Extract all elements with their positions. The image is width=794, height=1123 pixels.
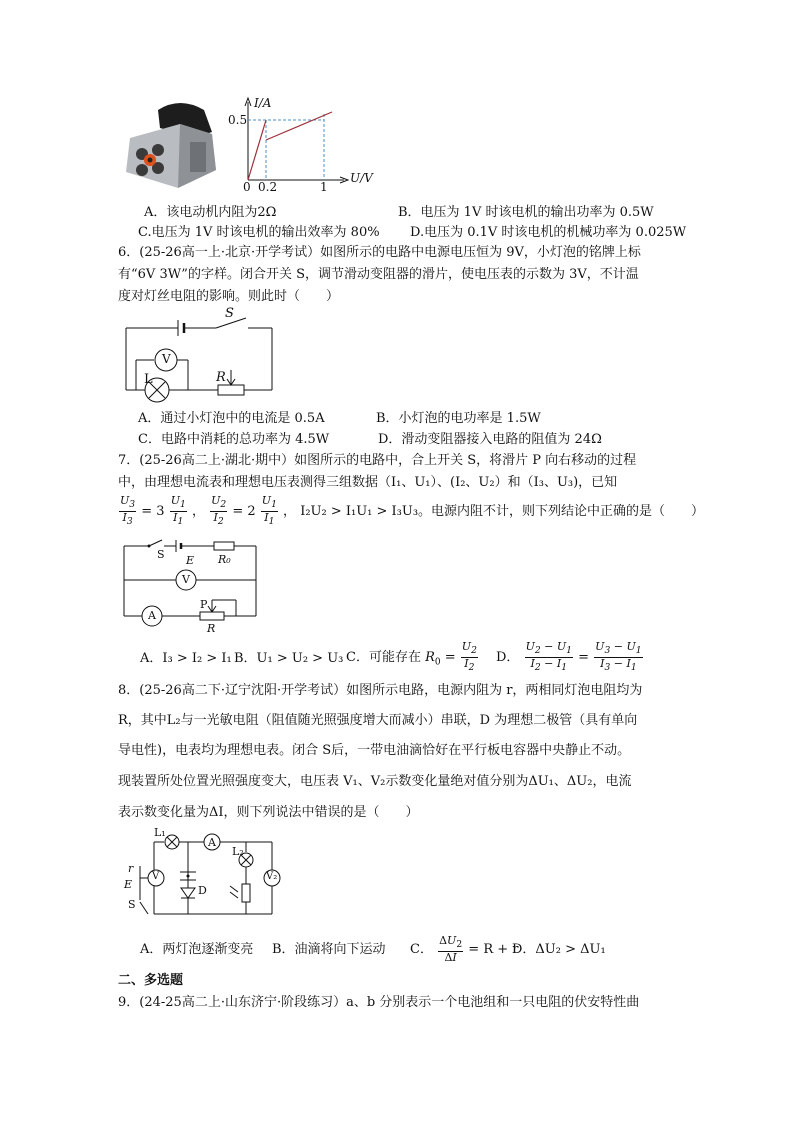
q6-voltmeter-label: V <box>162 352 171 366</box>
q7-stem-line-2: 中，由理想电流表和理想电压表测得三组数据（I₁、U₁）、(I₂、U₂）和（I₃、U₃)，已知 <box>118 475 618 490</box>
q6-option-d: D．滑动变阻器接入电路的阻值为 24Ω <box>378 432 602 447</box>
q6-circuit <box>118 308 278 408</box>
q7-condition-text: I₂U₂ > I₁U₁ > I₃U₃。电源内阻不计，则下列结论中正确的是（ ） <box>300 504 705 519</box>
q7-slider-label: P <box>200 598 208 611</box>
q8-ammeter-label: A <box>208 836 216 849</box>
q8-stem-line-5: 表示数变化量为ΔI，则下列说法中错误的是（ ） <box>118 805 419 820</box>
q6-stem-line-3: 度对灯丝电阻的影响。则此时（ ） <box>118 289 340 304</box>
q6-stem-line-1: 6．(25-26高一上·北京·开学考试）如图所示的电路中电源电压恒为 9V，小灯泡的铭牌上标 <box>118 245 641 260</box>
q8-v2-label: V₂ <box>266 871 278 882</box>
q8-option-c-tail: = R + r <box>468 942 519 957</box>
q8-stem-line-4: 现装置所处位置光照强度变大，电压表 V₁、V₂示数变化量绝对值分别为ΔU₁、ΔU₂，电流 <box>118 774 632 789</box>
q8-option-b: B．油滴将向下运动 <box>272 942 386 957</box>
motor-image <box>120 98 230 190</box>
q8-option-c: C． $\frac{\Delta U_2}{\Delta I}$ = R + r <box>410 933 519 965</box>
q6-stem-line-2: 有“6V 3W”的字样。闭合开关 S，调节滑动变阻器的滑片，使电压表的示数为 3V，不计温 <box>118 267 639 282</box>
q7-option-d: D． $\frac{U_2 - U_1}{I_2 - I_1}$ = $\frac{U_3 - U_1}{I_3 - I_1}$ <box>496 639 642 674</box>
graph-y-label: I/A <box>254 96 272 110</box>
q7-circuit <box>118 536 263 628</box>
q7-ammeter-label: A <box>148 609 156 622</box>
q5-option-d: D.电压为 0.1V 时该电机的机械功率为 0.025W <box>410 225 687 240</box>
q8-stem-line-1: 8．(25-26高二下·辽宁沈阳·开学考试）如图所示电路，电源内阻为 r，两相同灯泡电阻均为 <box>118 683 643 698</box>
q8-r-label: r <box>128 862 134 875</box>
q8-lamp2-label: L₂ <box>232 845 244 858</box>
graph-origin: 0 <box>243 180 251 194</box>
q6-switch-label: S <box>225 306 234 321</box>
q8-circuit <box>118 826 288 928</box>
q6-option-b: B．小灯泡的电功率是 1.5W <box>376 411 541 426</box>
q6-rheostat-label: R <box>216 370 226 385</box>
q7-option-c: C．可能存在 $R_0$ = $\frac{U_2}{I_2}$ <box>346 639 477 674</box>
q5-option-a: A．该电动机内阻为2Ω <box>144 205 277 220</box>
q6-option-c: C．电路中消耗的总功率为 4.5W <box>138 432 330 447</box>
q8-diode-label: D <box>198 884 207 897</box>
q5-option-b: B．电压为 1V 时该电机的输出功率为 0.5W <box>398 205 654 220</box>
q7-stem-line-1: 7．(25-26高二上·湖北·期中）如图所示的电路中，合上开关 S，将滑片 P 向右移动的过程 <box>118 453 637 468</box>
q7-switch-label: S <box>157 548 165 561</box>
q8-stem-line-3: 导电性)，电表均为理想电表。闭合 S后，一带电油滴恰好在平行板电容器中央静止不动。 <box>118 743 631 758</box>
q7-rheostat-label: R <box>207 622 216 635</box>
q8-v1-label: V <box>152 871 160 882</box>
q8-e-label: E <box>124 878 133 891</box>
q8-stem-line-2: R，其中L₂与一光敏电阻（阻值随光照强度增大而减小）串联，D 为理想二极管（具有单向 <box>118 713 638 728</box>
q6-option-a: A．通过小灯泡中的电流是 0.5A <box>138 411 325 426</box>
q9-stem-line-1: 9．(24-25高二上·山东济宁·阶段练习）a、b 分别表示一个电池组和一只电阻的伏安特性曲 <box>118 995 640 1010</box>
q8-option-d: D．ΔU₂ > ΔU₁ <box>512 942 606 957</box>
q7-option-a: A．I₃ > I₂ > I₁ <box>140 651 232 666</box>
q7-voltmeter-label: V <box>182 573 190 586</box>
q8-switch-label: S <box>128 898 136 911</box>
q7-stem-line-3: $\frac{U_3}{I_3}$ = 3 $\frac{U_1}{I_1}$ ， $\frac{U_2}{I_2}$ = 2 $\frac{U_1}{I_1}$ ， I₂U₂ > I₁U₁ > I₃U₃。电源内阻不计，则下列结论中正确的是（ ） <box>120 493 705 528</box>
q6-lamp-label: L <box>144 372 153 387</box>
q8-option-a: A．两灯泡逐渐变亮 <box>140 942 254 957</box>
q8-lamp1-label: L₁ <box>154 826 166 839</box>
graph-x-label: U/V <box>350 171 373 185</box>
q5-option-c: C.电压为 1V 时该电机的输出效率为 80% <box>138 225 380 240</box>
graph-y-tick: 0.5 <box>228 113 248 127</box>
q7-resistor-label: R₀ <box>218 553 231 566</box>
q7-source-label: E <box>186 554 195 567</box>
section-heading: 二、多选题 <box>118 973 184 988</box>
graph-x-tick-1: 0.2 <box>258 180 278 194</box>
q7-option-b: B．U₁ > U₂ > U₃ <box>234 651 344 666</box>
graph-x-tick-2: 1 <box>320 180 328 194</box>
